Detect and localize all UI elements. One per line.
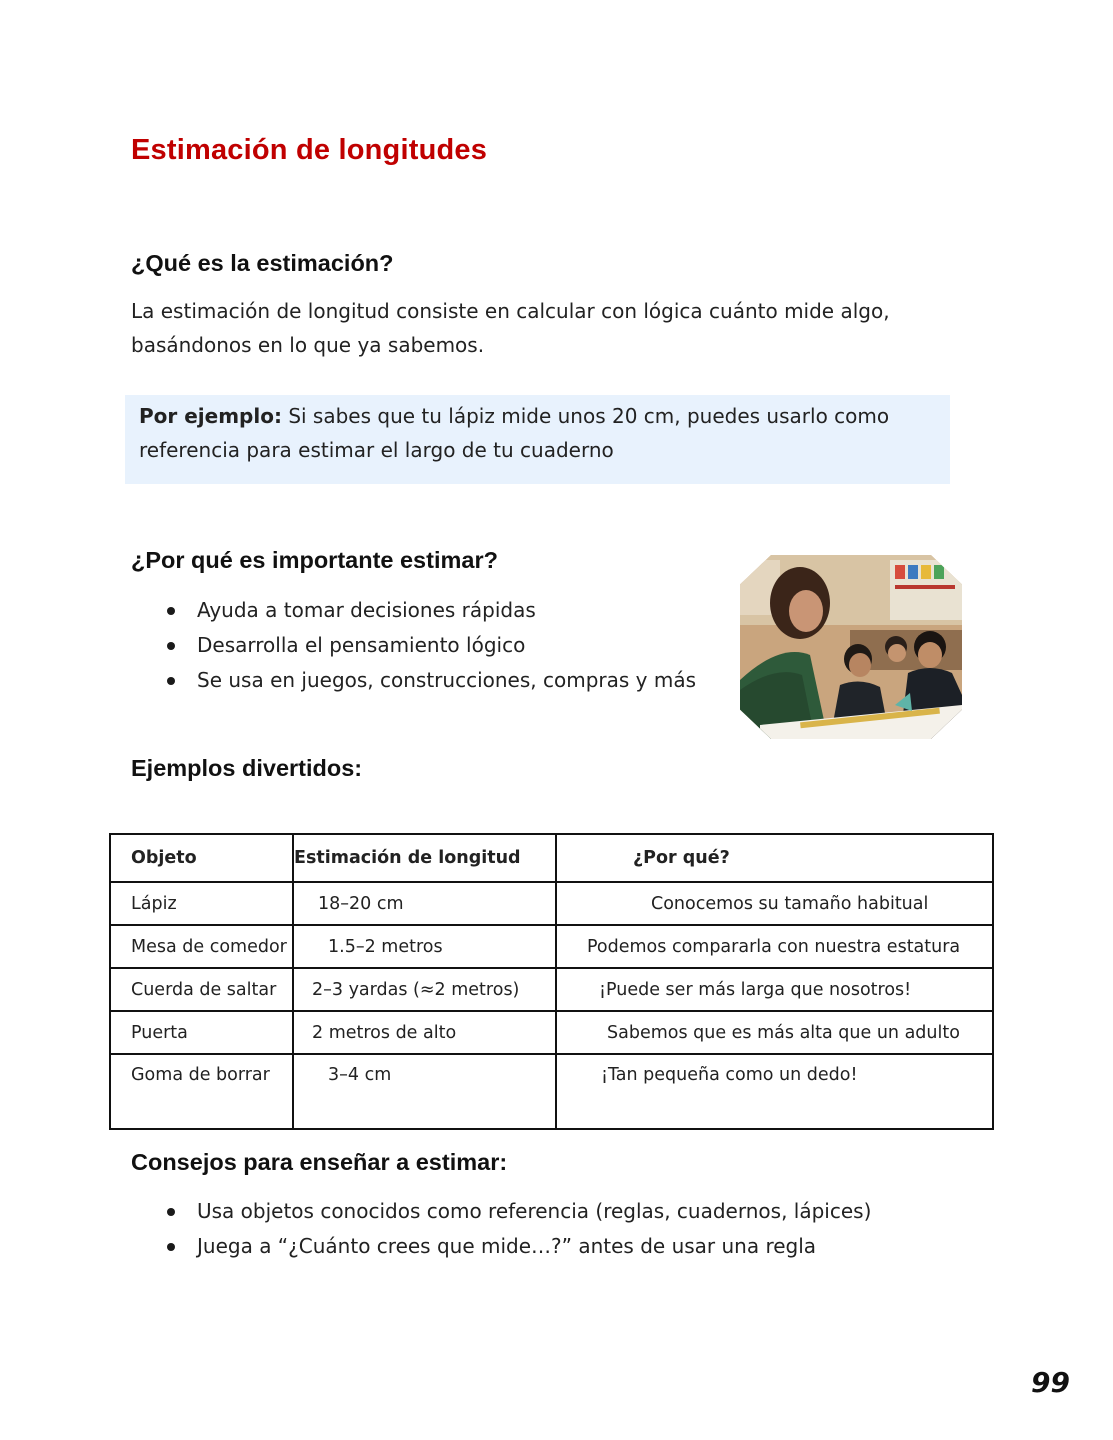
cell-reason: Conocemos su tamaño habitual [556,882,993,925]
header-objeto: Objeto [110,834,293,882]
table-row [110,882,993,925]
page-number: 99 [1031,1366,1070,1399]
heading-what-is-estimation: ¿Qué es la estimación? [131,250,394,276]
tips-list [131,1194,951,1264]
tips-list-item: Usa objetos conocidos como referencia (reglas, cuadernos, lápices) [131,1194,951,1229]
table-row [110,968,993,1011]
table-row [110,925,993,968]
definition-line-2: basándonos en lo que ya sabemos. [131,333,485,357]
tips-list-item: Juega a “¿Cuánto crees que mide…?” antes de usar una regla [131,1229,951,1264]
table-row [110,1011,993,1054]
definition-paragraph [131,294,951,362]
cell-estimate: 2–3 yardas (≈2 metros) [293,968,556,1011]
cell-object: Puerta [110,1011,293,1054]
why-list-item: Se usa en juegos, construcciones, compras y más [131,663,731,698]
cell-object: Mesa de comedor [110,925,293,968]
callout-label: Por ejemplo: [139,404,282,428]
classroom-photo [740,555,962,739]
cell-reason: Sabemos que es más alta que un adulto [556,1011,993,1054]
cell-reason: ¡Puede ser más larga que nosotros! [556,968,993,1011]
cell-reason: Podemos compararla con nuestra estatura [556,925,993,968]
callout-line-1: Si sabes que tu lápiz mide unos 20 cm, puedes usarlo como [281,404,890,428]
cell-object: Lápiz [110,882,293,925]
heading-fun-examples: Ejemplos divertidos: [131,755,363,781]
header-estimacion: Estimación de longitud [293,834,556,882]
cell-estimate: 18–20 cm [293,882,556,925]
table-header-row [110,834,993,882]
cell-object: Cuerda de saltar [110,968,293,1011]
table-row [110,1054,993,1129]
cell-estimate: 1.5–2 metros [293,925,556,968]
examples-table [109,833,994,1130]
why-list [131,593,731,698]
heading-teaching-tips: Consejos para enseñar a estimar: [131,1149,508,1175]
example-callout [125,395,950,484]
header-por-que: ¿Por qué? [556,834,993,882]
why-list-item: Ayuda a tomar decisiones rápidas [131,593,731,628]
why-list-item: Desarrolla el pensamiento lógico [131,628,731,663]
definition-line-1: La estimación de longitud consiste en calcular con lógica cuánto mide algo, [131,299,890,323]
cell-reason: ¡Tan pequeña como un dedo! [556,1054,993,1129]
cell-estimate: 2 metros de alto [293,1011,556,1054]
callout-line-2: referencia para estimar el largo de tu cuaderno [139,438,614,462]
cell-estimate: 3–4 cm [293,1054,556,1129]
cell-object: Goma de borrar [110,1054,293,1129]
heading-why-estimate: ¿Por qué es importante estimar? [131,547,498,573]
page-title: Estimación de longitudes [131,134,488,166]
